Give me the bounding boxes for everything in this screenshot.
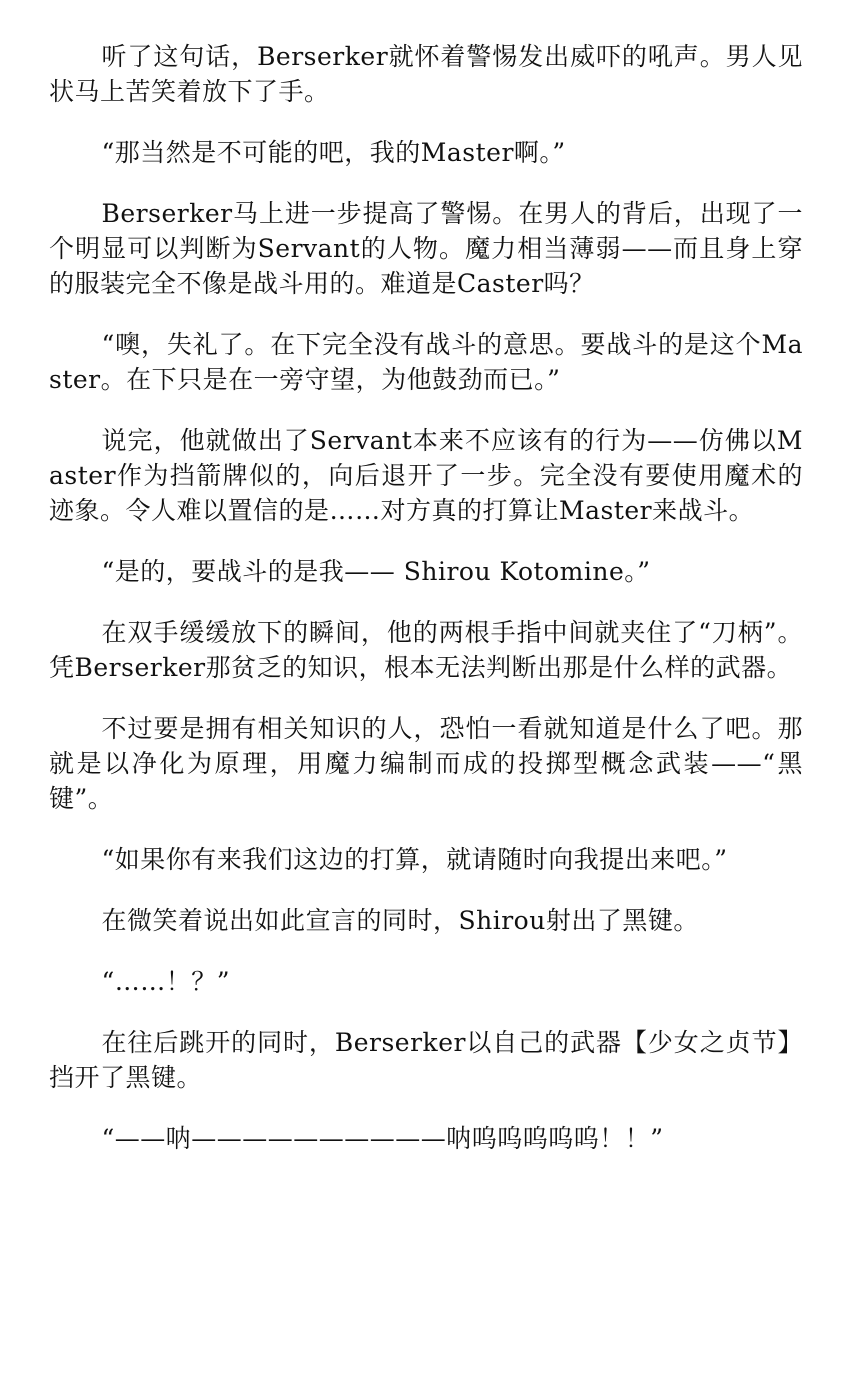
dialogue-paragraph: “噢，失礼了。在下完全没有战斗的意思。要战斗的是这个Master。在下只是在一旁守望，为他鼓劲而已。” bbox=[49, 330, 803, 394]
paragraph: 在往后跳开的同时，Berserker以自己的武器【少女之贞节】挡开了黑键。 bbox=[49, 1028, 803, 1092]
dialogue-paragraph: “……！？” bbox=[101, 967, 231, 996]
paragraph: 不过要是拥有相关知识的人，恐怕一看就知道是什么了吧。那就是以净化为原理，用魔力编制而成的投掷型概念武装——“黑键”。 bbox=[49, 714, 803, 813]
paragraph: 在双手缓缓放下的瞬间，他的两根手指中间就夹住了“刀柄”。凭Berserker那贫乏的知识，根本无法判断出那是什么样的武器。 bbox=[49, 618, 803, 682]
dialogue-paragraph: “如果你有来我们这边的打算，就请随时向我提出来吧。” bbox=[101, 845, 728, 874]
document-page bbox=[49, 39, 803, 1182]
paragraph: 听了这句话，Berserker就怀着警惕发出威吓的吼声。男人见状马上苦笑着放下了手。 bbox=[49, 42, 803, 106]
paragraph: 在微笑着说出如此宣言的同时，Shirou射出了黑键。 bbox=[101, 906, 699, 935]
paragraph: 说完，他就做出了Servant本来不应该有的行为——仿佛以Master作为挡箭牌似的，向后退开了一步。完全没有要使用魔术的迹象。令人难以置信的是……对方真的打算让Master来战斗。 bbox=[49, 426, 803, 525]
paragraph: Berserker马上进一步提高了警惕。在男人的背后，出现了一个明显可以判断为Servant的人物。魔力相当薄弱——而且身上穿的服装完全不像是战斗用的。难道是Caster吗？ bbox=[49, 199, 803, 298]
dialogue-paragraph: “——呐——————————呐呜呜呜呜呜！！” bbox=[101, 1124, 664, 1153]
dialogue-paragraph: “那当然是不可能的吧，我的Master啊。” bbox=[101, 138, 566, 167]
dialogue-paragraph: “是的，要战斗的是我—— Shirou Kotomine。” bbox=[101, 557, 651, 586]
